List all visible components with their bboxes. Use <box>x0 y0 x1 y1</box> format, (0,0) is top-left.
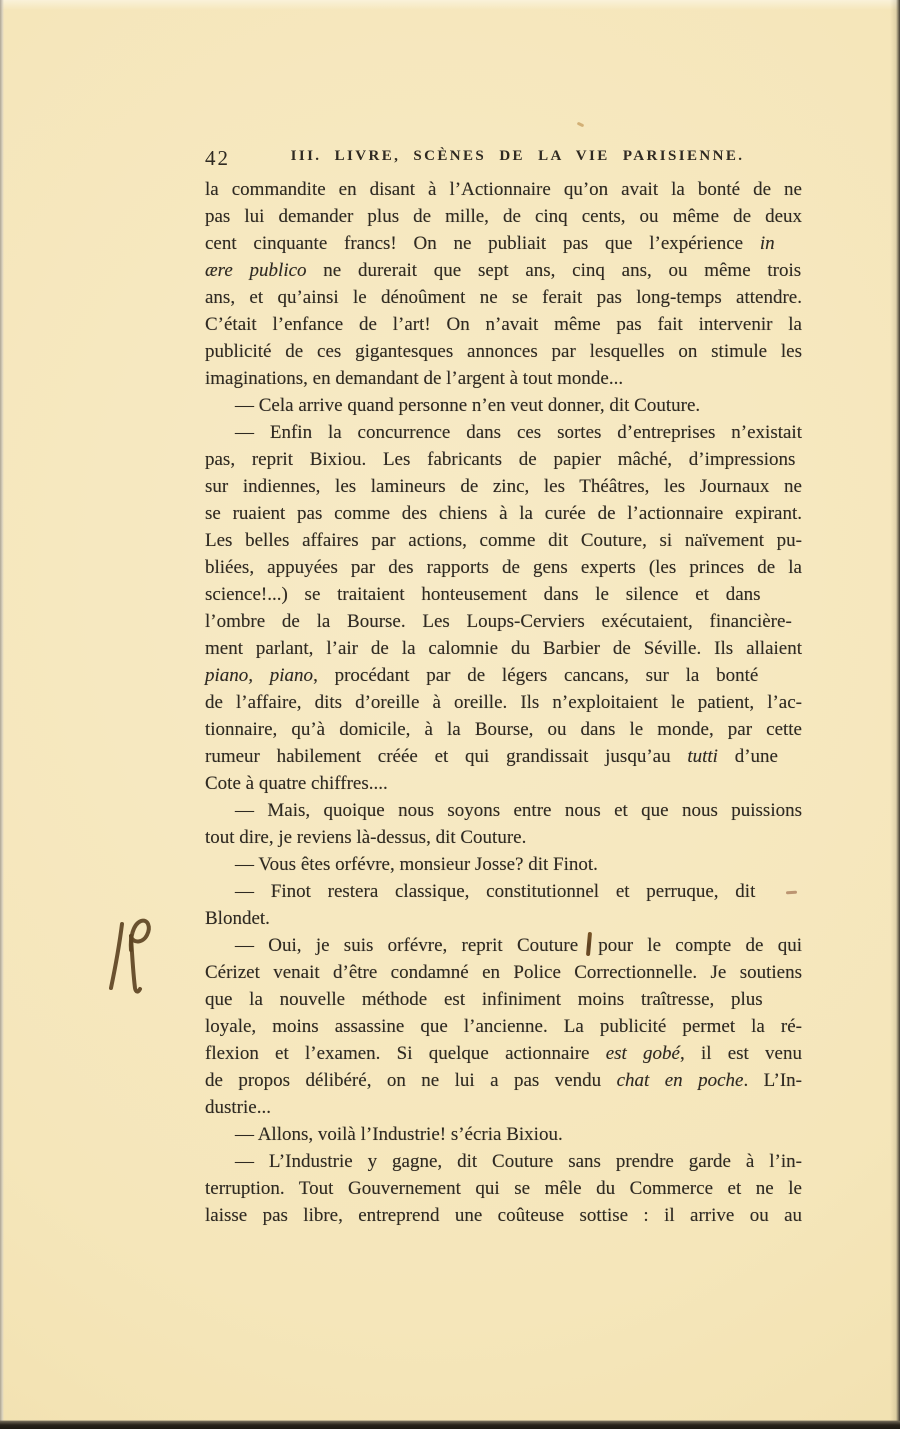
text-line: Cérizet venait d’être condamné en Police Correctionnelle. Je soutiens <box>205 962 802 983</box>
text-line: — Allons, voilà l’Industrie! s’écria Bixiou. <box>235 1124 563 1145</box>
page-edge-right <box>890 0 900 1429</box>
text-line: — Finot restera classique, constitutionnel et perruque, dit <box>235 881 756 902</box>
text-line: sur indiennes, les lamineurs de zinc, les Théâtres, les Journaux ne <box>205 476 802 497</box>
text-line: publicité de ces gigantesques annonces par lesquelles on stimule les <box>205 341 802 362</box>
text-line: science!...) se traitaient honteusement dans le silence et dans <box>205 584 761 605</box>
ink-stroke-mark <box>586 932 592 956</box>
text-line: ment parlant, l’air de la calomnie du Barbier de Séville. Ils allaient <box>205 638 802 659</box>
text-line: — L’Industrie y gagne, dit Couture sans prendre garde à l’in- <box>235 1151 802 1172</box>
text-line: rumeur habilement créée et qui grandissait jusqu’au tutti d’une <box>205 746 778 767</box>
text-line: — Mais, quoique nous soyons entre nous et que nous puissions <box>235 800 802 821</box>
text-line: Cote à quatre chiffres.... <box>205 773 388 794</box>
text-line: que la nouvelle méthode est infiniment moins traîtresse, plus <box>205 989 763 1010</box>
page-edge-left <box>0 0 4 1429</box>
page-edge-top <box>0 0 900 10</box>
running-title: III. LIVRE, SCÈNES DE LA VIE PARISIENNE. <box>290 148 745 164</box>
paper-fleck <box>577 122 585 128</box>
text-line: imaginations, en demandant de l’argent à tout monde... <box>205 368 624 389</box>
text-line: C’était l’enfance de l’art! On n’avait même pas fait intervenir la <box>205 314 802 335</box>
text-line: pas lui demander plus de mille, de cinq cents, ou même de deux <box>205 206 802 227</box>
text-line: cent cinquante francs! On ne publiait pas que l’expérience in <box>205 233 775 254</box>
text-block <box>205 176 802 1229</box>
text-line: tionnaire, qu’à domicile, à la Bourse, ou dans le monde, par cette <box>205 719 802 740</box>
text-line: loyale, moins assassine que l’ancienne. La publicité permet la ré- <box>205 1016 802 1037</box>
handwritten-margin-number <box>102 914 156 998</box>
text-line: pas, reprit Bixiou. Les fabricants de papier mâché, d’impressions <box>205 449 796 470</box>
text-line: Les belles affaires par actions, comme dit Couture, si naïvement pu- <box>205 530 802 551</box>
text-line: bliées, appuyées par des rapports de gens experts (les princes de la <box>205 557 802 578</box>
text-line: flexion et l’examen. Si quelque actionnaire est gobé, il est venu <box>205 1043 802 1064</box>
text-line: — Oui, je suis orfévre, reprit Couture pour le compte de qui <box>205 932 802 959</box>
text-line: piano, piano, procédant par de légers cancans, sur la bonté <box>205 665 759 686</box>
text-line: — Enfin la concurrence dans ces sortes d’entreprises n’existait <box>235 422 802 443</box>
text-line: — Cela arrive quand personne n’en veut donner, dit Couture. <box>235 395 701 416</box>
text-line: l’ombre de la Bourse. Les Loups-Cerviers exécutaient, financière- <box>205 611 792 632</box>
text-line: tout dire, je reviens là-dessus, dit Couture. <box>205 827 527 848</box>
page-edge-bottom <box>0 1420 900 1429</box>
text-line: — Vous êtes orfévre, monsieur Josse? dit Finot. <box>235 854 598 875</box>
text-line: ære publico ne durerait que sept ans, cinq ans, ou même trois <box>205 260 802 281</box>
text-line: de propos délibéré, on ne lui a pas vendu chat en poche. L’In- <box>205 1070 803 1091</box>
text-line: de l’affaire, dits d’oreille à oreille. Ils n’exploitaient le patient, l’ac- <box>205 692 802 713</box>
page-header <box>205 145 802 171</box>
text-line: ans, et qu’ainsi le dénoûment ne se ferait pas long-temps attendre. <box>205 287 802 308</box>
page-number: 42 <box>205 146 230 170</box>
text-line: la commandite en disant à l’Actionnaire qu’on avait la bonté de ne <box>205 179 802 200</box>
text-line: terruption. Tout Gouvernement qui se mêle du Commerce et ne le <box>205 1178 802 1199</box>
text-line: Blondet. <box>205 908 270 929</box>
text-line: dustrie... <box>205 1097 271 1118</box>
text-line: laisse pas libre, entreprend une coûteuse sottise : il arrive ou au <box>205 1205 802 1226</box>
text-line: se ruaient pas comme des chiens à la curée de l’actionnaire expirant. <box>205 503 802 524</box>
